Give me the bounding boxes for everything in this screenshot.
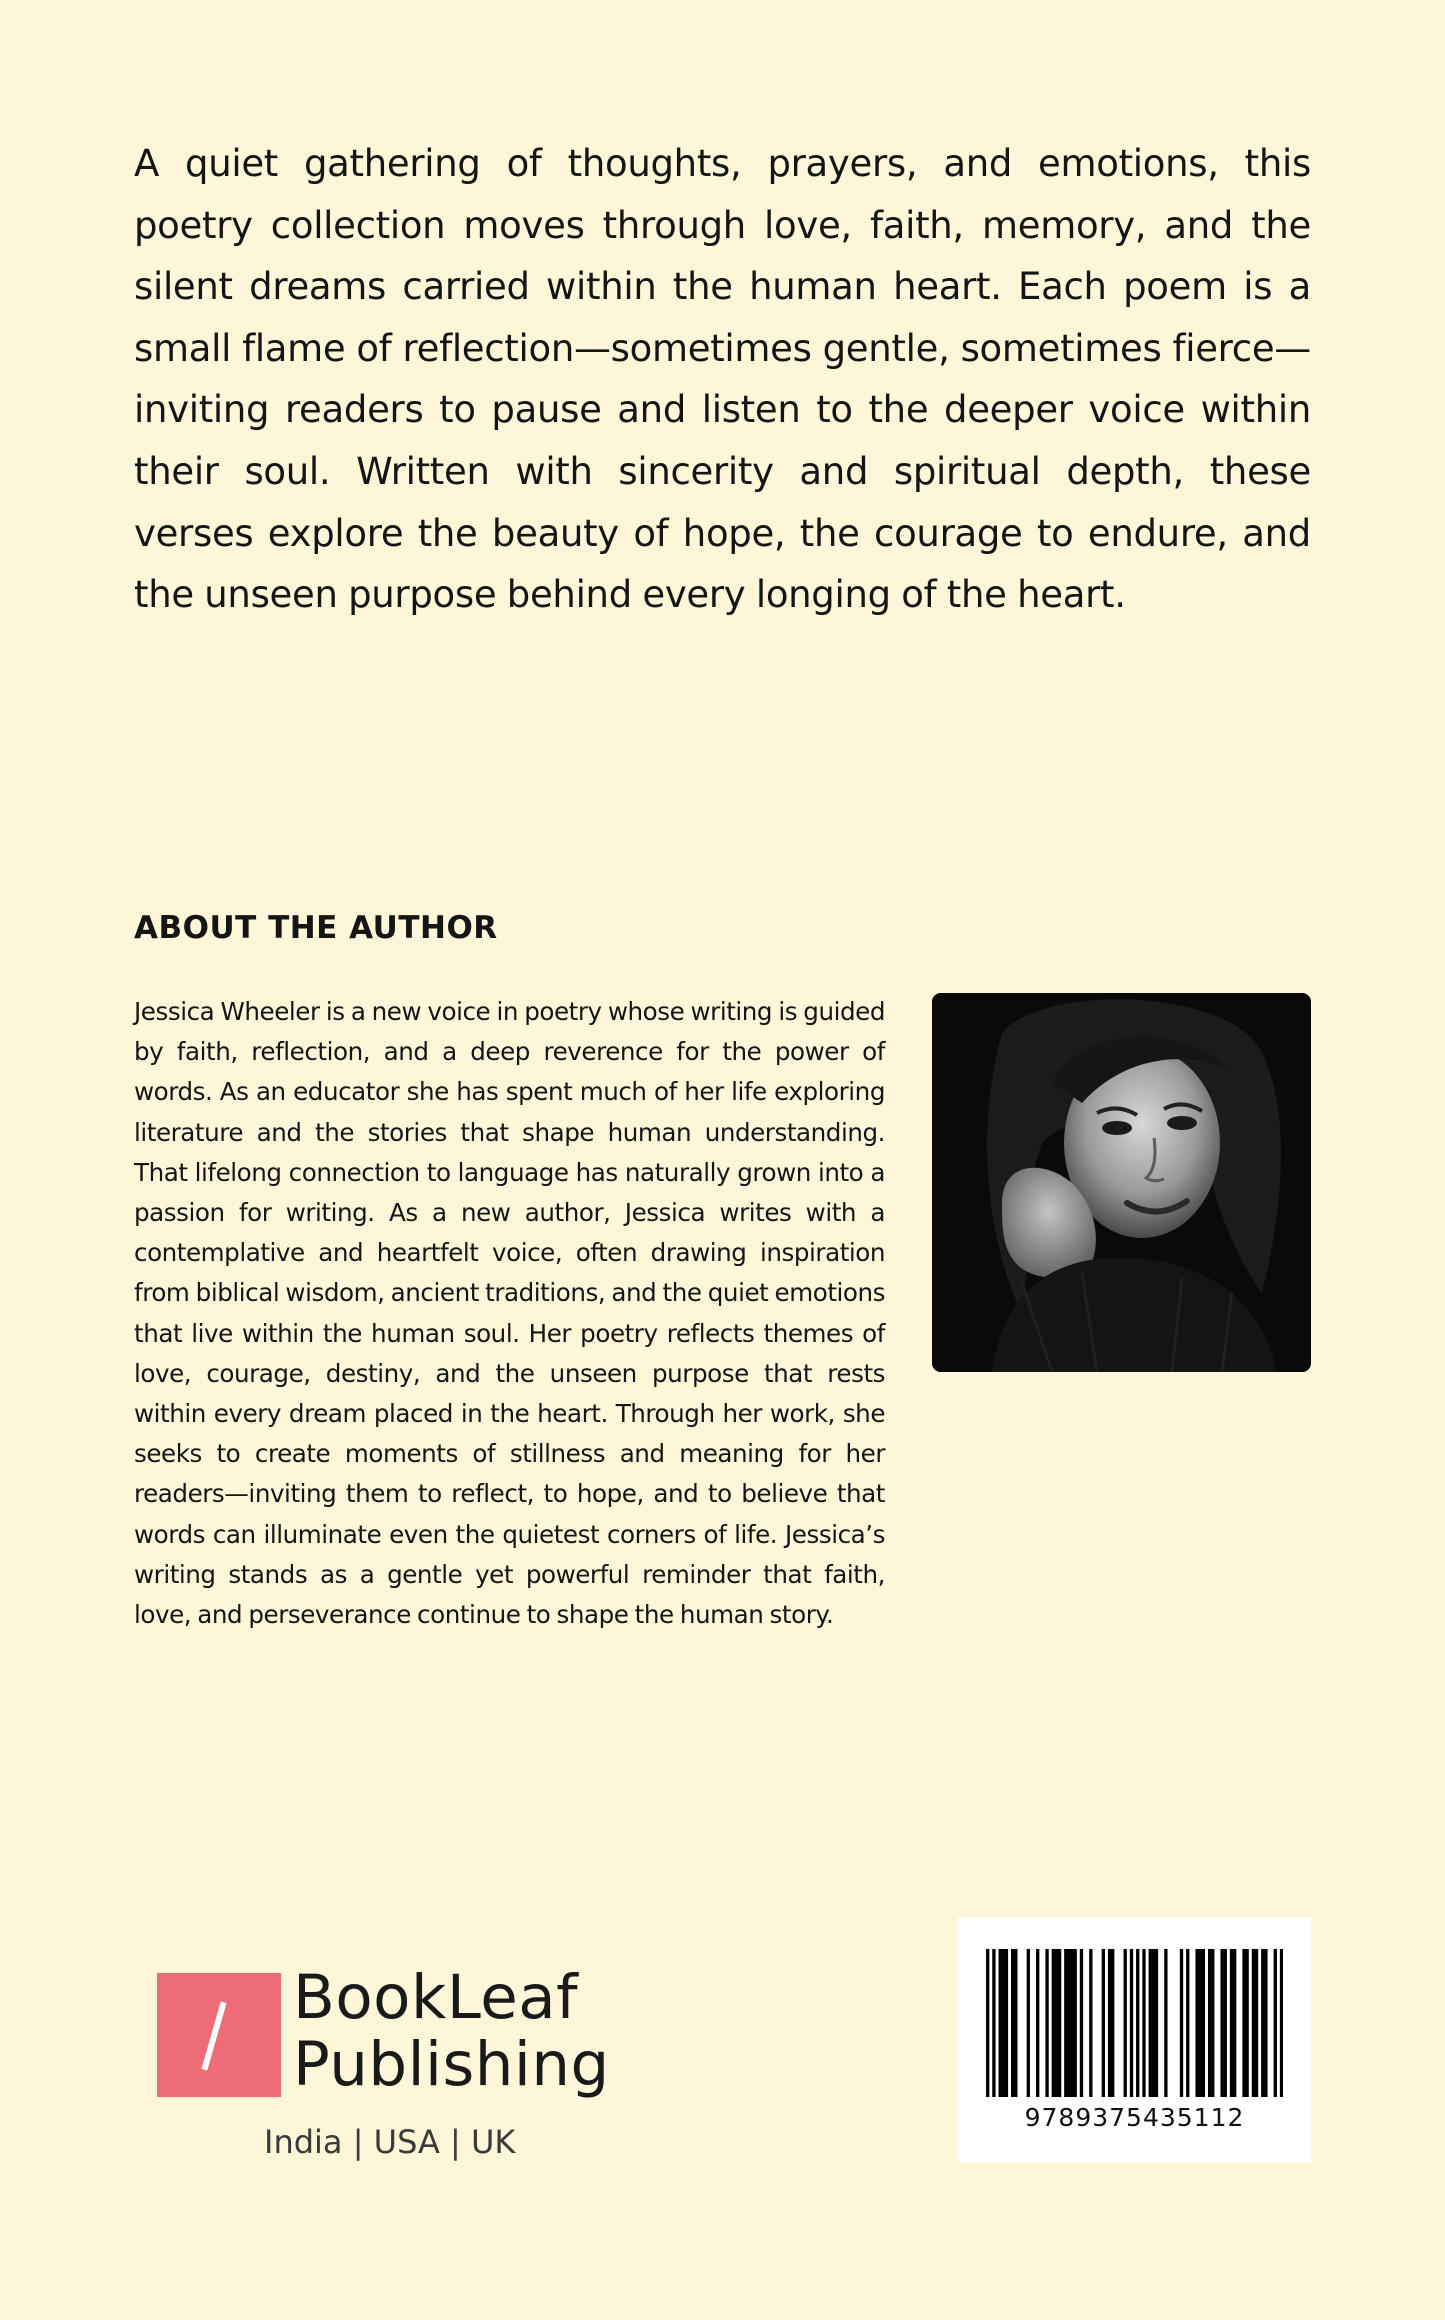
- barcode-bar: [1164, 1949, 1167, 2097]
- barcode-bar: [1220, 1949, 1223, 2097]
- barcode-bar: [1252, 1949, 1255, 2097]
- barcode-bar: [1261, 1949, 1264, 2097]
- barcode-bar: [1108, 1949, 1111, 2097]
- barcode-bar: [1274, 1949, 1277, 2097]
- author-photo: [932, 993, 1311, 1372]
- barcode-bar: [1233, 1949, 1236, 2097]
- barcode-bar: [1027, 1949, 1030, 2097]
- barcode-bar: [1149, 1949, 1152, 2097]
- publisher-regions: India | USA | UK: [264, 2123, 516, 2161]
- barcode-bar: [1011, 1949, 1014, 2097]
- about-author-heading: ABOUT THE AUTHOR: [134, 910, 498, 946]
- barcode-bar: [1045, 1949, 1048, 2097]
- barcode-bar: [1202, 1949, 1205, 2097]
- barcode-bar: [1180, 1949, 1183, 2097]
- barcode-bar: [1142, 1949, 1145, 2097]
- barcode-bar: [999, 1949, 1002, 2097]
- isbn-barcode: [958, 1917, 1311, 2162]
- barcode-bar: [992, 1949, 995, 2097]
- back-cover-blurb: A quiet gathering of thoughts, prayers, and emotions, this poetry collection moves through love, faith, memory, and the silent dreams carried within the human heart. Each poem is a small flame of reflection—sometimes gentle, sometimes fierce—inviting readers to pause and listen to the deeper voice within their soul. Written with sincerity and spiritual depth, these verses explore the beauty of hope, the courage to endure, and the unseen purpose behind every longing of the heart.: [134, 142, 1311, 617]
- barcode-bar: [1264, 1949, 1267, 2097]
- barcode-bar: [1036, 1949, 1039, 2097]
- barcode-bar: [1230, 1949, 1233, 2097]
- barcode-bar: [1058, 1949, 1061, 2097]
- barcode-bars: [986, 1949, 1283, 2097]
- leaf-slash-icon: [157, 1973, 281, 2097]
- author-portrait-image: [932, 993, 1311, 1372]
- author-bio: Jessica Wheeler is a new voice in poetry whose writing is guided by faith, reflection, and a deep reverence for the power of words. As an educator she has spent much of her life exploring literature and the stories that shape human understanding. That lifelong connection to language has naturally grown into a passion for writing. As a new author, Jessica writes with a contemplative and heartfelt voice, often drawing inspiration from biblical wisdom, ancient traditions, and the quiet emotions that live within the human soul. Her poetry reflects themes of love, courage, destiny, and the unseen purpose that rests within every dream placed in the heart. Through her work, she seeks to create moments of stillness and meaning for her readers—inviting them to reflect, to hope, and to believe that words can illuminate even the quietest corners of life. Jessica’s writing stands as a gentle yet powerful reminder that faith, love, and perseverance continue to shape the human story.: [134, 997, 885, 1630]
- barcode-bar: [1074, 1949, 1077, 2097]
- barcode-bar: [1208, 1949, 1211, 2097]
- barcode-bar: [1055, 1949, 1058, 2097]
- publisher-logo: [157, 1962, 617, 2163]
- barcode-bar: [1064, 1949, 1067, 2097]
- publisher-name-line1: BookLeaf: [293, 1962, 579, 2033]
- barcode-bar: [1245, 1949, 1248, 2097]
- barcode-bar: [1155, 1949, 1158, 2097]
- barcode-bar: [1242, 1949, 1245, 2097]
- barcode-bar: [1002, 1949, 1005, 2097]
- barcode-bar: [1014, 1949, 1017, 2097]
- barcode-bar: [1102, 1949, 1105, 2097]
- isbn-number: 9789375435112: [1024, 2103, 1245, 2132]
- barcode-bar: [1255, 1949, 1258, 2097]
- barcode-bar: [1211, 1949, 1214, 2097]
- barcode-bar: [1070, 1949, 1073, 2097]
- barcode-bar: [986, 1949, 989, 2097]
- barcode-bar: [1195, 1949, 1198, 2097]
- barcode-bar: [1124, 1949, 1127, 2097]
- barcode-bar: [1186, 1949, 1189, 2097]
- barcode-bar: [1136, 1949, 1139, 2097]
- barcode-bar: [1280, 1949, 1283, 2097]
- barcode-bar: [1130, 1949, 1133, 2097]
- barcode-bar: [1089, 1949, 1092, 2097]
- barcode-bar: [1080, 1949, 1083, 2097]
- barcode-bar: [1224, 1949, 1227, 2097]
- barcode-bar: [1005, 1949, 1008, 2097]
- publisher-name-line2: Publishing: [293, 2029, 610, 2100]
- barcode-bar: [1152, 1949, 1155, 2097]
- barcode-bar: [1067, 1949, 1070, 2097]
- barcode-bar: [1111, 1949, 1114, 2097]
- barcode-bar: [1199, 1949, 1202, 2097]
- barcode-bar: [1052, 1949, 1055, 2097]
